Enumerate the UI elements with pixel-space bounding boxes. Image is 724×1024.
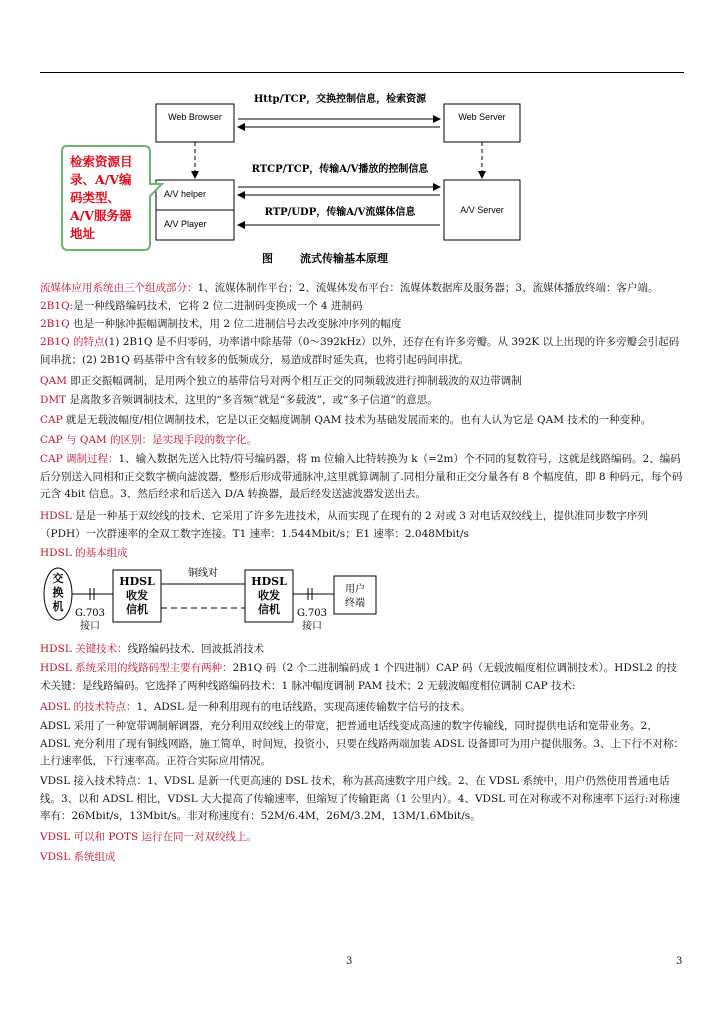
av-server-label: A/V Server bbox=[460, 205, 504, 215]
user-label: 终端 bbox=[345, 598, 365, 609]
para-red: CAP 与 QAM 的区别：是实现手段的数字化。 bbox=[40, 434, 258, 446]
para-text: 线路编码技术、回波抵消技术 bbox=[127, 643, 265, 655]
para-text: 也是一种脉冲振幅调制技术，用 2 位二进制信号去改变脉冲序列的幅度 bbox=[69, 318, 402, 330]
para-text: 是一种线路编码技术，它将 2 位二进制码变换成一个 4 进制码 bbox=[73, 300, 363, 312]
para-text: 1、输入数据先送入比特/符号编码器，将 m 位输入比特转换为 k（=2m）个不同的复数符号，这就是线路编码。2、编码后分别送入同相和正交数字横向滤波器，整形后形成带通脉冲,这里就算调制了.同相分量和正交分量各有 8 个幅度值，即 8 种码元，每个码元含 4bit 信息。3、然后经求和后送入 D/A 转换器，最后经发送滤波器发送出去。 bbox=[40, 453, 683, 500]
hdsl-label: 信机 bbox=[258, 603, 280, 616]
page-number-center: 3 bbox=[346, 956, 353, 967]
para-vdsl bbox=[40, 773, 686, 826]
g703-label: G.703 bbox=[297, 608, 327, 619]
hdsl-label: 收发 bbox=[258, 589, 280, 602]
web-server-box bbox=[444, 104, 520, 142]
header-rule bbox=[40, 72, 684, 73]
para-text: 1、流媒体制作平台；2、流媒体发布平台：流媒体数据库及服务器；3、流媒体播放终端：客户端。 bbox=[197, 282, 659, 294]
para-cap bbox=[40, 412, 686, 430]
para-red: VDSL 可以和 POTS 运行在同一对双绞线上。 bbox=[40, 831, 258, 843]
para-red: 2B1Q: bbox=[40, 300, 74, 312]
para-red: 2B1Q 的特点 bbox=[40, 336, 105, 348]
para-red: 2B1Q bbox=[40, 318, 70, 330]
para-red: HDSL 关键技术： bbox=[40, 643, 128, 655]
para-text: 是是一种基于双绞线的技术、它采用了许多先进技术，从而实现了在现有的 2 对或 3 对电话双绞线上，提供准同步数字序列（PDH）一次群速率的全双工数字连接。T1 速率：1.544Mbit/s；E1 速率：2.048Mbit/s bbox=[40, 510, 648, 540]
switch-label: 换 bbox=[52, 586, 64, 599]
para-vdsl-composition bbox=[40, 849, 686, 867]
para-red: HDSL 系统采用的线路码型主要有两种： bbox=[40, 662, 233, 674]
para-dmt bbox=[40, 392, 686, 410]
para-components bbox=[40, 280, 686, 298]
label-http: Http/TCP，交换控制信息，检索资源 bbox=[253, 94, 427, 105]
para-vdsl-pots bbox=[40, 829, 686, 847]
hdsl-label: HDSL bbox=[251, 575, 287, 588]
para-text: 就是无载波幅度/相位调制技术，它是以正交幅度调制 QAM 技术为基础发展而来的。也有人认为它是 QAM 技术的一种变种。 bbox=[62, 414, 652, 426]
para-red: 流媒体应用系统由三个组成部分： bbox=[40, 282, 198, 294]
para-red: HDSL bbox=[40, 510, 72, 522]
para-red: CAP bbox=[40, 414, 63, 426]
para-adsl-features bbox=[40, 699, 686, 717]
para-text: (1) 2B1Q 是不归零码，功率谱中除基带（0～392kHz）以外，还存在有许多旁瓣。从 392K 以上出现的许多旁瓣会引起码间串扰；(2) 2B1Q 码基带中含有较多的低频成分，易造成群时延失真，也将引起码间串扰。 bbox=[40, 336, 680, 366]
callout-line-2: 录、A/V编 bbox=[70, 172, 132, 187]
para-red: VDSL 系统组成 bbox=[40, 851, 116, 863]
para-red: ADSL 的技术特点： bbox=[40, 701, 137, 713]
web-browser-box bbox=[156, 104, 234, 142]
callout-line-1: 检索资源目 bbox=[70, 154, 133, 169]
para-hdsl bbox=[40, 508, 686, 543]
para-text: 即正交振幅调制，是用两个独立的基带信号对两个相互正交的同频载波进行抑制载波的双边带调制 bbox=[66, 375, 522, 387]
copper-pair-label: 铜线对 bbox=[188, 568, 218, 579]
hdsl-label: 收发 bbox=[126, 589, 148, 602]
hdsl-diagram bbox=[40, 562, 400, 638]
g703-label: 接口 bbox=[302, 621, 322, 632]
callout-line-3: 码类型、 bbox=[70, 190, 121, 205]
para-text: 是离散多音频调制技术，这里的“多音频”就是“多载波”，或“多子信道”的意思。 bbox=[66, 394, 438, 406]
caption-prefix: 图 bbox=[262, 252, 273, 265]
hdsl-label: 信机 bbox=[126, 603, 148, 616]
hdsl-label: HDSL bbox=[119, 575, 155, 588]
para-hdsl-composition bbox=[40, 545, 686, 563]
para-adsl-detail bbox=[40, 718, 686, 771]
callout-line-4: A/V服务器 bbox=[70, 208, 132, 223]
g703-label: G.703 bbox=[75, 608, 105, 619]
av-helper-label: A/V helper bbox=[164, 189, 207, 199]
para-cap-process bbox=[40, 451, 686, 504]
switch-label: 交 bbox=[52, 572, 64, 585]
user-label: 用户 bbox=[345, 584, 365, 595]
web-server-label: Web Server bbox=[458, 112, 506, 122]
switch-label: 机 bbox=[52, 600, 64, 613]
callout-line-5: 地址 bbox=[70, 226, 96, 241]
para-qam bbox=[40, 373, 686, 391]
g703-label: 接口 bbox=[80, 621, 100, 632]
para-2b1q-features bbox=[40, 334, 686, 369]
para-hdsl-codes bbox=[40, 660, 686, 695]
para-cap-qam-diff bbox=[40, 432, 686, 450]
para-red: HDSL 的基本组成 bbox=[40, 547, 128, 559]
para-text: 2B1Q 码（2 个二进制编码成 1 个四进制）CAP 码（无载波幅度相位调制技术）。HDSL2 的技术关键：是线路编码。它选择了两种线路编码技术：1 脉冲幅度调制 PAM 技术；2 无载波幅度相位调制 CAP 技术: bbox=[40, 662, 678, 692]
av-player-label: A/V Player bbox=[164, 219, 207, 229]
web-browser-label: Web Browser bbox=[168, 112, 222, 122]
para-2b1q-pam bbox=[40, 316, 686, 334]
para-text: VDSL 接入技术特点：1、VDSL 是新一代更高速的 DSL 技术，称为甚高速数字用户线。2、在 VDSL 系统中，用户仍然使用普通电话线。3、以和 ADSL 相比，VDSL 大大提高了传输速率，但缩短了传输距离（1 公里内）。4、VDSL 可在对称或不对称速率下运行:对称速率有：26Mbit/s，13Mbit/s。非对称速度有：52M/6.4M，26M/3.2M，13M/1.6Mbit/s。 bbox=[40, 775, 681, 822]
para-red: DMT bbox=[40, 394, 67, 406]
streaming-diagram bbox=[40, 80, 600, 272]
label-rtcp: RTCP/TCP，传输A/V播放的控制信息 bbox=[251, 164, 429, 175]
para-text: 1、ADSL 是一种利用现有的电话线路，实现高速传输数字信号的技术。 bbox=[136, 701, 471, 713]
label-rtp: RTP/UDP，传输A/V流媒体信息 bbox=[264, 207, 416, 218]
para-text: ADSL 采用了一种宽带调制解调器，充分利用双绞线上的带宽，把普通电话线变成高速的数字传输线，同时提供电话和宽带业务。2、ADSL 充分利用了现有铜线网路，施工简单，时间短，投资小，只要在线路两端加装 ADSL 设备即可为用户提供服务。3、上下行不对称：上行速率低，下行速率高。正符合实际应用情况。 bbox=[40, 720, 685, 767]
para-red: QAM bbox=[40, 375, 67, 387]
page-number-right: 3 bbox=[676, 956, 683, 967]
caption-title: 流式传输基本原理 bbox=[300, 252, 388, 265]
para-2b1q-def bbox=[40, 298, 686, 316]
para-red: CAP 调制过程： bbox=[40, 453, 119, 465]
para-hdsl-key bbox=[40, 641, 686, 659]
